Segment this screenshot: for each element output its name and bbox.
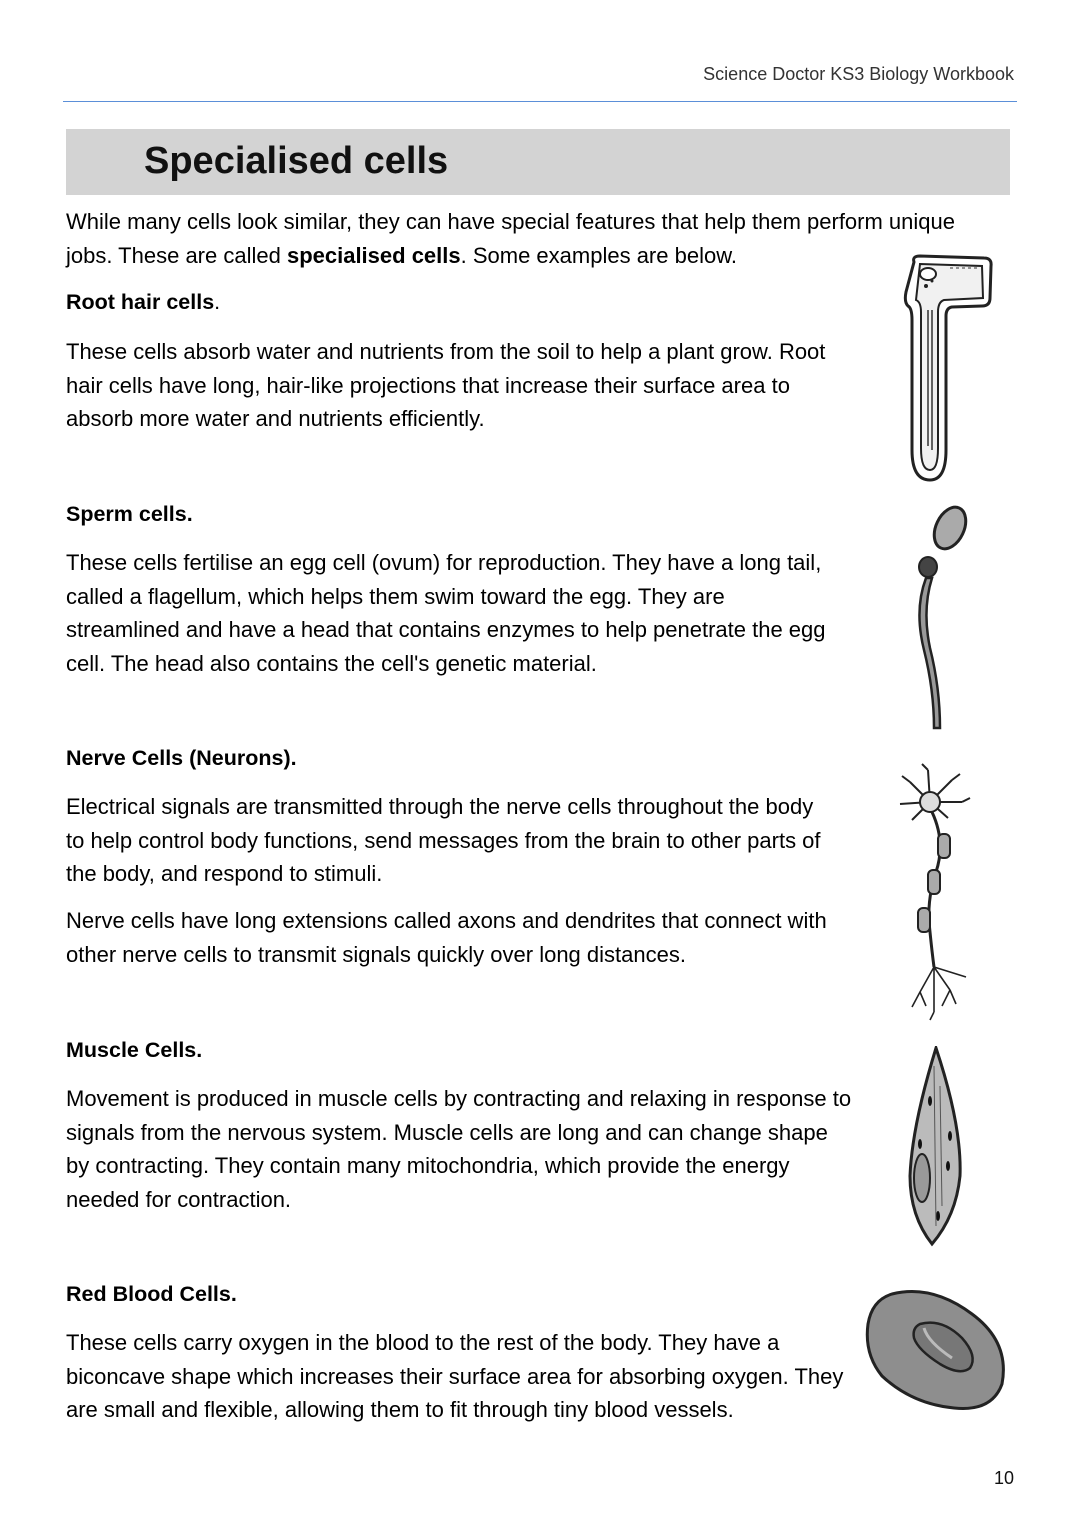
header-title: Science Doctor KS3 Biology Workbook	[703, 64, 1014, 84]
nerve-cell-icon	[890, 762, 980, 1024]
root-hair-text: These cells absorb water and nutrients from the soil to help a plant grow. Root hair cells have long, hair-like projections that increase their surface area to absorb more water and nutrients efficiently.	[66, 339, 826, 431]
intro-paragraph	[66, 205, 966, 272]
red-blood-cell-icon	[862, 1284, 1012, 1414]
root-hair-heading: Root hair cells.	[66, 290, 221, 314]
nerve-text-1: Electrical signals are transmitted through the nerve cells throughout the body to help control body functions, send messages from the brain to other parts of the body, and respond to stimuli.	[66, 794, 821, 886]
muscle-text: Movement is produced in muscle cells by contracting and relaxing in response to signals from the nervous system. Muscle cells are long and can change shape by contracting. They contain many mitochondria, which provide the energy needed for contraction.	[66, 1086, 852, 1212]
root-hair-cell-icon	[900, 250, 1000, 485]
muscle-heading: Muscle Cells.	[66, 1038, 203, 1062]
muscle-cell-icon	[900, 1046, 972, 1248]
blood-heading: Red Blood Cells.	[66, 1282, 237, 1306]
sperm-cell-icon	[900, 500, 980, 735]
page-number: 10	[993, 1468, 1014, 1488]
section-title-bar	[66, 129, 1010, 195]
sperm-text: These cells fertilise an egg cell (ovum) for reproduction. They have a long tail, called a flagellum, which helps them swim toward the egg. They are streamlined and have a head that contains enzymes to help penetrate the egg cell. The head also contains the cell's genetic material.	[66, 550, 826, 676]
page-title: Specialised cells	[144, 140, 449, 182]
nerve-text-2: Nerve cells have long extensions called axons and dendrites that connect with other nerve cells to transmit signals quickly over long distances.	[66, 908, 827, 967]
intro-text: While many cells look similar, they can have special features that help them perform unique jobs. These are called	[66, 209, 955, 268]
nerve-heading: Nerve Cells (Neurons).	[66, 746, 297, 770]
sperm-heading: Sperm cells.	[66, 502, 193, 526]
header-divider	[63, 101, 1017, 102]
intro-text-end: . Some examples are below.	[460, 242, 737, 268]
blood-text: These cells carry oxygen in the blood to the rest of the body. They have a biconcave shape which increases their surface area for absorbing oxygen. They are small and flexible, allowing them to fit through tiny blood vessels.	[66, 1330, 844, 1422]
intro-bold-term: specialised cells	[286, 242, 461, 268]
